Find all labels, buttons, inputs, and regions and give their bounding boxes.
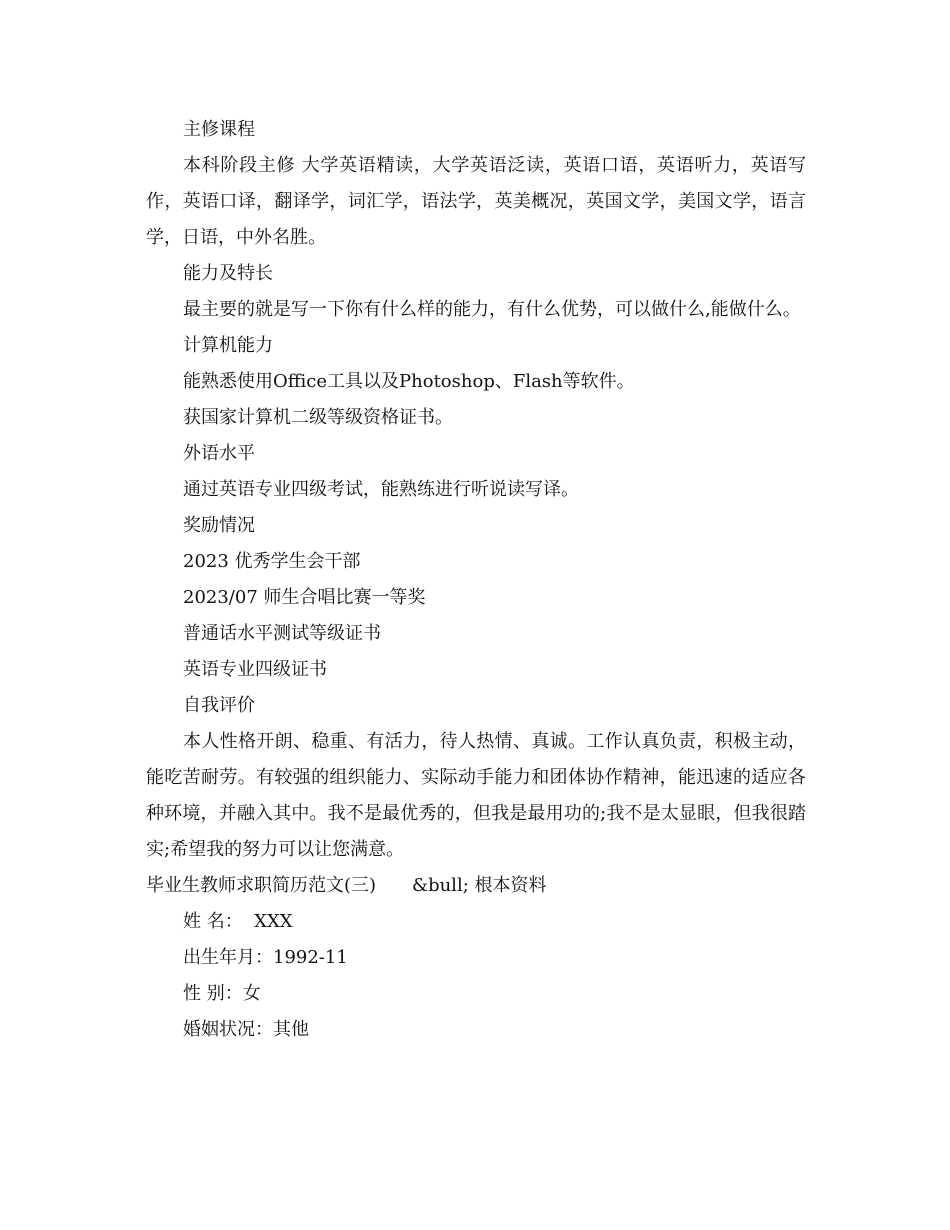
- ability-heading: 能力及特长: [183, 263, 273, 284]
- award-item: 英语专业四级证书: [183, 659, 327, 680]
- computer-skill-line: 能熟悉使用Office工具以及Photoshop、Flash等软件。: [183, 371, 635, 392]
- basic-info-name: 姓 名： XXX: [183, 911, 293, 932]
- award-item: 2023 优秀学生会干部: [183, 551, 361, 572]
- section3-bullet: &bull; 根本资料: [412, 875, 547, 896]
- basic-info-birth: 出生年月：1992-11: [183, 947, 348, 968]
- language-heading: 外语水平: [183, 443, 255, 464]
- computer-heading: 计算机能力: [183, 335, 273, 356]
- computer-cert-line: 获国家计算机二级等级资格证书。: [183, 407, 453, 428]
- award-item: 2023/07 师生合唱比赛一等奖: [183, 587, 426, 608]
- awards-heading: 奖励情况: [183, 515, 255, 536]
- self-eval-heading: 自我评价: [183, 695, 255, 716]
- major-courses-text: 本科阶段主修 大学英语精读，大学英语泛读，英语口语，英语听力，英语写作，英语口译，翻译学，词汇学，语法学，英美概况，英国文学，美国文学，语言学，日语，中外名胜。: [146, 155, 806, 248]
- basic-info-marital: 婚姻状况：其他: [183, 1019, 309, 1040]
- language-text: 通过英语专业四级考试，能熟练进行听说读写译。: [183, 479, 579, 500]
- section3-title: 毕业生教师求职简历范文(三): [146, 875, 377, 896]
- ability-text: 最主要的就是写一下你有什么样的能力，有什么优势，可以做什么,能做什么。: [183, 299, 801, 320]
- award-item: 普通话水平测试等级证书: [183, 623, 381, 644]
- section3-title-line: [146, 868, 806, 904]
- document-body: [146, 112, 806, 1048]
- basic-info-gender: 性 别：女: [183, 983, 261, 1004]
- self-eval-text: 本人性格开朗、稳重、有活力，待人热情、真诚。工作认真负责，积极主动，能吃苦耐劳。有较强的组织能力、实际动手能力和团体协作精神，能迅速的适应各种环境，并融入其中。我不是最优秀的，但我是最用功的;我不是太显眼，但我很踏实;希望我的努力可以让您满意。: [146, 731, 806, 860]
- major-courses-heading: 主修课程: [183, 119, 255, 140]
